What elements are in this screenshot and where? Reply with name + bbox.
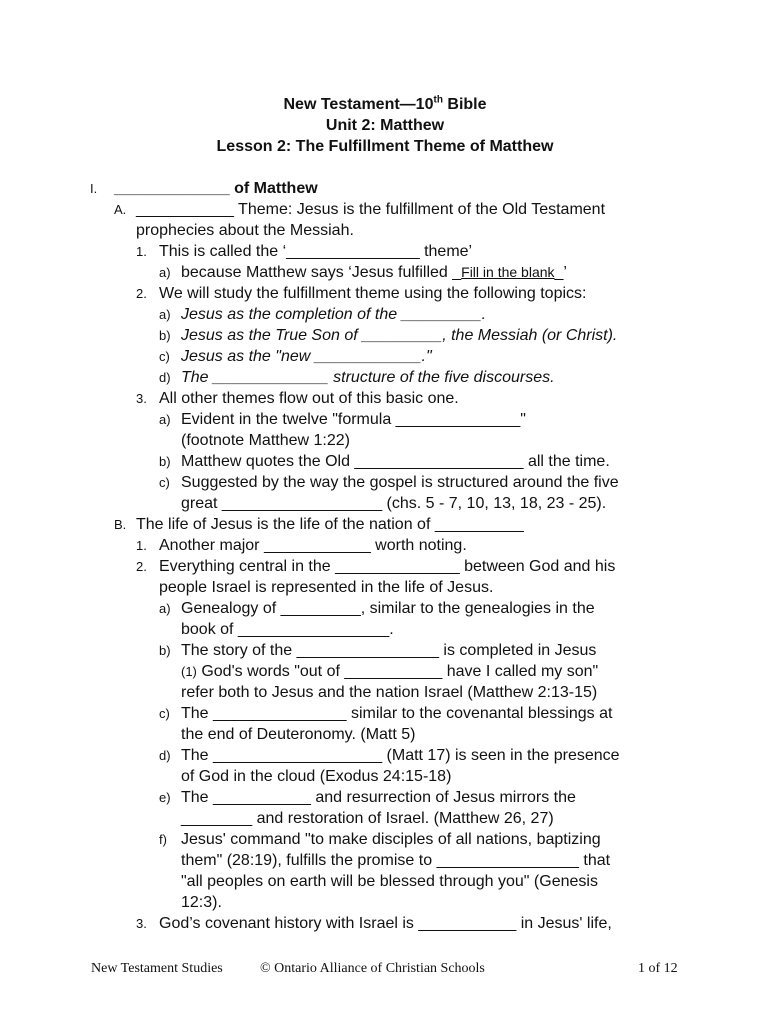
outline-line: (1) God's words "out of ___________ have I called my son" xyxy=(181,663,599,680)
outline-marker: a) xyxy=(159,601,171,616)
outline-line: ___________ Theme: Jesus is the fulfillment of the Old Testament xyxy=(136,201,606,218)
outline-line: them" (28:19), fulfills the promise to ________________ that xyxy=(181,852,611,869)
outline-marker: 1. xyxy=(136,538,147,553)
outline-marker: (1) xyxy=(181,664,197,679)
document-header xyxy=(0,94,770,157)
outline-line: The life of Jesus is the life of the nation of __________ xyxy=(136,516,524,533)
outline-marker: I. xyxy=(90,181,98,196)
outline-line: The ___________ and resurrection of Jesus mirrors the xyxy=(181,789,576,806)
outline-line: This is called the ‘_______________ theme’ xyxy=(159,243,473,260)
outline-marker: 1. xyxy=(136,244,147,259)
outline-line: Everything central in the ______________ between God and his xyxy=(159,558,616,575)
outline-line: 12:3). xyxy=(181,894,222,911)
outline-line: people Israel is represented in the life of Jesus. xyxy=(159,579,494,596)
outline-line: All other themes flow out of this basic one. xyxy=(159,390,459,407)
outline-marker: f) xyxy=(159,832,167,847)
outline-line: Genealogy of _________, similar to the genealogies in the xyxy=(181,600,595,617)
outline-marker: 2. xyxy=(136,559,147,574)
outline-line: We will study the fulfillment theme using the following topics: xyxy=(159,285,587,302)
outline-line: refer both to Jesus and the nation Israel (Matthew 2:13-15) xyxy=(181,684,598,701)
course-title: New Testament—10th Bible xyxy=(283,94,487,113)
outline-line: God’s covenant history with Israel is ___________ in Jesus' life, xyxy=(159,915,612,932)
outline-line: Jesus as the True Son of _________, the Messiah (or Christ). xyxy=(181,327,618,344)
outline-marker: 3. xyxy=(136,391,147,406)
outline-line: Matthew quotes the Old ___________________ all the time. xyxy=(181,453,610,470)
outline-line: book of _________________. xyxy=(181,621,394,638)
outline-line: Evident in the twelve "formula ______________" xyxy=(181,411,526,428)
outline-marker: d) xyxy=(159,370,171,385)
outline-marker: 3. xyxy=(136,916,147,931)
page-number: 1 of 12 xyxy=(638,961,678,976)
outline-line: prophecies about the Messiah. xyxy=(136,222,354,239)
outline-marker: 2. xyxy=(136,286,147,301)
footer-course: New Testament Studies xyxy=(91,961,223,976)
outline-marker: c) xyxy=(159,349,170,364)
outline-marker: A. xyxy=(114,202,127,217)
outline-line: of God in the cloud (Exodus 24:15-18) xyxy=(181,768,452,785)
footer-copyright: © Ontario Alliance of Christian Schools xyxy=(260,961,485,976)
outline-line: ________ and restoration of Israel. (Matthew 26, 27) xyxy=(181,810,554,827)
unit-title: Unit 2: Matthew xyxy=(325,117,445,134)
outline-line: (footnote Matthew 1:22) xyxy=(181,432,350,449)
outline-marker: a) xyxy=(159,265,171,280)
outline-line: because Matthew says ‘Jesus fulfilled _Fill in the blank_’ xyxy=(181,264,567,281)
outline-marker: b) xyxy=(159,643,171,658)
outline-line: the end of Deuteronomy. (Matt 5) xyxy=(181,726,416,743)
outline-line: The ___________________ (Matt 17) is seen in the presence xyxy=(181,747,620,764)
filled-blank: Fill in the blank xyxy=(461,264,555,280)
outline-marker: B. xyxy=(114,517,127,532)
outline-line: Another major ____________ worth noting. xyxy=(159,537,467,554)
outline-line: The _______________ similar to the covenantal blessings at xyxy=(181,705,613,722)
outline-line: Suggested by the way the gospel is structured around the five xyxy=(181,474,619,491)
outline-marker: c) xyxy=(159,475,170,490)
outline-marker: b) xyxy=(159,454,171,469)
outline-line: Jesus as the completion of the _________. xyxy=(181,306,487,323)
section-heading: _____________ of Matthew xyxy=(114,180,318,197)
outline-line: The story of the ________________ is completed in Jesus xyxy=(181,642,597,659)
outline-marker: d) xyxy=(159,748,171,763)
outline-line: Jesus as the "new ____________." xyxy=(181,348,432,365)
outline-line: The _____________ structure of the five discourses. xyxy=(181,369,555,386)
outline-marker: a) xyxy=(159,307,171,322)
outline-line: great __________________ (chs. 5 - 7, 10, 13, 18, 23 - 25). xyxy=(181,495,607,512)
lesson-title: Lesson 2: The Fulfillment Theme of Matthew xyxy=(216,138,554,155)
outline-marker: a) xyxy=(159,412,171,427)
outline-marker: e) xyxy=(159,790,171,805)
outline-line: "all peoples on earth will be blessed through you" (Genesis xyxy=(181,873,598,890)
outline-marker: b) xyxy=(159,328,171,343)
outline-marker: c) xyxy=(159,706,170,721)
outline-line: Jesus' command "to make disciples of all nations, baptizing xyxy=(181,831,601,848)
